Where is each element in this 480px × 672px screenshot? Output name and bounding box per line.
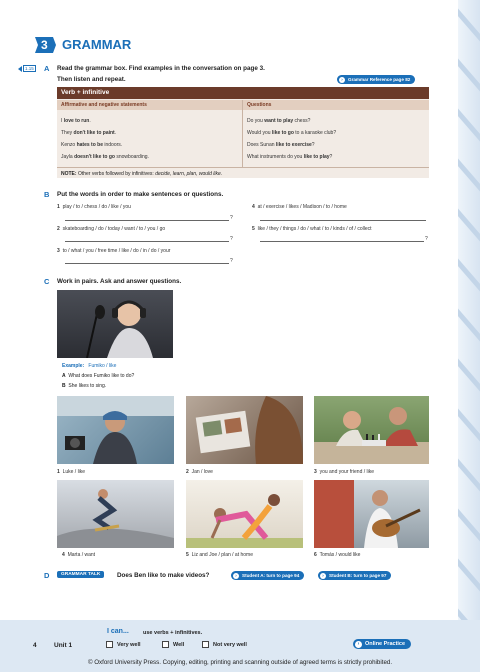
- section-d-letter: D: [44, 571, 50, 580]
- photo-friends-chess: [314, 396, 429, 464]
- section-d-question: Does Ben like to make videos?: [117, 572, 210, 579]
- answer-line[interactable]: [260, 241, 424, 242]
- page-number: 4: [33, 642, 37, 649]
- photo-caption: 5 Liz and Joe / plan / at home: [186, 552, 253, 558]
- grammar-talk-badge: GRAMMAR TALK: [57, 571, 104, 578]
- section-a-letter: A: [44, 64, 50, 73]
- section-a-instruction-1: Read the grammar box. Find examples in the conversation on page 3.: [57, 65, 265, 72]
- arrow-icon: ›: [320, 573, 326, 579]
- answer-line[interactable]: [65, 241, 229, 242]
- student-b-button[interactable]: › Student B: turn to page 97: [318, 571, 391, 580]
- section-b-instruction: Put the words in order to make sentences or questions.: [57, 191, 224, 198]
- unit-label: Unit 1: [54, 642, 73, 649]
- example-question: A What does Fumiko like to do?: [62, 373, 135, 379]
- grammar-statement: I love to run.: [61, 118, 91, 124]
- exercise-b-item: 1 play / to / chess / do / like / you: [57, 204, 131, 210]
- self-assess-not-very-well[interactable]: Not very well: [202, 641, 247, 648]
- checkbox[interactable]: [202, 641, 209, 648]
- section-c-instruction: Work in pairs. Ask and answer questions.: [57, 278, 182, 285]
- answer-line[interactable]: [65, 263, 229, 264]
- answer-end-mark: ?: [230, 215, 233, 221]
- answer-line[interactable]: [65, 220, 229, 221]
- photo-caption: 6 Tomás / would like: [314, 552, 361, 558]
- photo-caption: 3 you and your friend / like: [314, 469, 375, 475]
- grammar-question: Does Sunan like to exercise?: [247, 142, 315, 148]
- student-a-button[interactable]: › Student A: turn to page 94: [231, 571, 304, 580]
- grammar-question: Would you like to go to a karaoke club?: [247, 130, 337, 136]
- grammar-statement: Kenzo hates to be indoors.: [61, 142, 123, 148]
- photo-tomas-guitar: [314, 480, 429, 548]
- ican-label: I can...: [107, 628, 129, 635]
- grammar-note: NOTE: Other verbs followed by infinitives: decide, learn, plan, would like.: [57, 167, 429, 178]
- ican-text: use verbs + infinitives.: [143, 630, 203, 636]
- grammar-box-title: Verb + infinitive: [57, 87, 429, 99]
- answer-end-mark: ?: [425, 236, 428, 242]
- exercise-b-item: 4 at / exercise / likes / Madison / to / home: [252, 204, 347, 210]
- self-assess-well[interactable]: Well: [162, 641, 184, 648]
- example-answer: B She likes to sing.: [62, 383, 107, 389]
- copyright-notice: © Oxford University Press. Copying, editing, printing and scanning outside of agreed terms is strictly prohibited.: [87, 659, 393, 666]
- grammar-question: Do you want to play chess?: [247, 118, 311, 124]
- section-a-instruction-2: Then listen and repeat.: [57, 76, 126, 83]
- photo-liz-joe-exercising: [186, 480, 303, 548]
- grammar-col-divider: [242, 100, 243, 167]
- section-c-letter: C: [44, 277, 50, 286]
- arrow-icon: ›: [355, 641, 362, 648]
- photo-caption: 2 Jan / love: [186, 469, 213, 475]
- unit-badge: 3: [33, 35, 57, 55]
- grammar-box: [57, 87, 429, 178]
- answer-end-mark: ?: [230, 236, 233, 242]
- photo-caption: 1 Luke / like: [57, 469, 86, 475]
- section-b-letter: B: [44, 190, 50, 199]
- checkbox[interactable]: [106, 641, 113, 648]
- decorative-side-stripe: [458, 0, 480, 672]
- example-line: Example: Fumiko / like: [62, 363, 117, 369]
- online-practice-button[interactable]: › Online Practice: [353, 639, 411, 649]
- exercise-b-item: 3 to / what / you / free time / like / do / in / do / your: [57, 248, 171, 254]
- grammar-question: What instruments do you like to play?: [247, 154, 333, 160]
- grammar-statement: Jayla doesn't like to go snowboarding.: [61, 154, 149, 160]
- arrow-icon: ›: [233, 573, 239, 579]
- grammar-col-statements: Affirmative and negative statements: [57, 100, 242, 110]
- grammar-statement: They don't like to paint.: [61, 130, 117, 136]
- self-assess-very-well[interactable]: Very well: [106, 641, 141, 648]
- grammar-col-questions: Questions: [243, 100, 429, 110]
- photo-marta-skateboarding: [57, 480, 174, 548]
- photo-jan-reading: [186, 396, 303, 464]
- example-photo-singer: [57, 290, 173, 358]
- photo-caption: 4 Marta / want: [62, 552, 96, 558]
- page-title: GRAMMAR: [62, 37, 132, 52]
- answer-end-mark: ?: [230, 258, 233, 264]
- grammar-reference-button[interactable]: › Grammar Reference page 82: [337, 75, 415, 84]
- photo-luke-vlogging: [57, 396, 174, 464]
- arrow-icon: ›: [339, 77, 345, 83]
- exercise-b-item: 2 skateboarding / do / today / want / to / you / go: [57, 226, 166, 232]
- speaker-icon: [18, 66, 22, 72]
- checkbox[interactable]: [162, 641, 169, 648]
- audio-track-button[interactable]: 1.15: [18, 65, 36, 72]
- answer-line[interactable]: [260, 220, 426, 221]
- exercise-b-item: 5 like / they / things / do / what / to / kinds / of / collect: [252, 226, 372, 232]
